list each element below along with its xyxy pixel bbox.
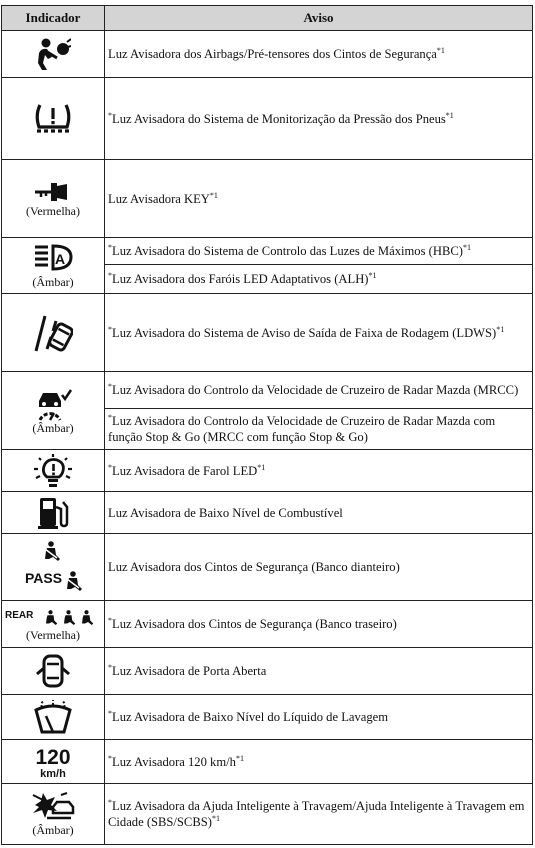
warning-text-cell <box>105 294 533 372</box>
indicator-cell <box>2 78 105 160</box>
asterisk-mark: * <box>108 615 112 625</box>
indicator-cell <box>2 740 105 784</box>
warning-text: Luz Avisadora do Sistema de Controlo das Luzes de Máximos (HBC) <box>112 244 463 258</box>
asterisk-mark: * <box>108 270 112 280</box>
table-row <box>2 695 533 740</box>
indicator-caption: (Vermelha) <box>26 628 80 642</box>
washer-fluid-icon <box>32 700 74 734</box>
indicator-cell <box>2 294 105 372</box>
warning-text-cell <box>105 372 533 409</box>
table-row <box>2 492 533 534</box>
indicator-cell <box>2 238 105 294</box>
pass-label: PASS <box>25 570 63 586</box>
indicator-cell <box>2 534 105 601</box>
table-row <box>2 534 533 601</box>
svg-text:A: A <box>55 250 66 267</box>
warning-text: Luz Avisadora 120 km/h <box>112 754 236 769</box>
indicator-cell <box>2 601 105 648</box>
warning-text-cell <box>105 534 533 601</box>
indicator-cell <box>2 492 105 534</box>
warning-text: Luz Avisadora do Sistema de Aviso de Saída de Faixa de Rodagem (LDWS) <box>112 325 497 340</box>
indicator-cell <box>2 372 105 450</box>
warning-text-cell <box>105 450 533 492</box>
asterisk-mark: * <box>108 324 112 334</box>
warning-text: Luz Avisadora do Controlo da Velocidade de Cruzeiro de Radar Mazda (MRCC) <box>112 383 519 397</box>
table-row <box>2 740 533 784</box>
warning-text: Luz Avisadora dos Cintos de Segurança (Banco traseiro) <box>112 617 397 631</box>
headlight-auto-icon <box>33 243 73 275</box>
warning-text-cell <box>105 648 533 695</box>
header-warning: Aviso <box>105 6 533 31</box>
warning-text-cell <box>105 238 533 265</box>
indicator-caption: (Âmbar) <box>32 274 74 289</box>
warning-text: Luz Avisadora dos Cintos de Segurança (Banco dianteiro) <box>108 560 400 574</box>
seatbelt-front-icon <box>23 541 83 593</box>
warning-text-cell <box>105 265 533 294</box>
asterisk-mark: * <box>108 662 112 672</box>
warning-text-cell <box>105 160 533 238</box>
asterisk-mark: * <box>108 462 112 472</box>
rear-label: REAR <box>5 610 34 621</box>
door-open-icon <box>35 654 71 688</box>
warning-text: Luz Avisadora dos Airbags/Pré-tensores dos Cintos de Segurança <box>108 47 437 61</box>
footnote-mark: *1 <box>209 190 218 200</box>
table-row <box>2 294 533 372</box>
warning-text: Luz Avisadora KEY <box>108 191 210 206</box>
indicator-cell <box>2 695 105 740</box>
asterisk-mark: * <box>108 412 112 422</box>
asterisk-mark: * <box>108 797 112 807</box>
asterisk-mark: * <box>108 242 112 252</box>
indicator-cell <box>2 648 105 695</box>
header-indicator: Indicador <box>2 6 105 31</box>
footnote-mark: *1 <box>368 270 377 280</box>
table-row <box>2 648 533 695</box>
warning-text-cell <box>105 31 533 78</box>
warning-text-cell <box>105 78 533 160</box>
warning-text: Luz Avisadora de Baixo Nível do Líquido de Lavagem <box>112 710 389 724</box>
airbag-icon <box>35 37 71 71</box>
asterisk-mark: * <box>108 110 112 120</box>
warning-text-cell <box>105 740 533 784</box>
warning-text: Luz Avisadora dos Faróis LED Adaptativos (ALH) <box>112 272 369 286</box>
warning-text-cell <box>105 784 533 845</box>
footnote-mark: *1 <box>496 324 505 334</box>
warning-text-cell <box>105 492 533 534</box>
warning-text: Luz Avisadora do Sistema de Monitorização da Pressão dos Pneus <box>112 111 446 126</box>
speed-number: 120 <box>35 745 71 769</box>
indicator-caption: (Vermelha) <box>26 203 80 218</box>
warning-text-cell <box>105 695 533 740</box>
warning-text: Luz Avisadora da Ajuda Inteligente à Travagem/Ajuda Inteligente à Travagem em Cidade (SBS/SCBS) <box>108 799 525 829</box>
indicator-cell <box>2 31 105 78</box>
fuel-icon <box>35 495 71 531</box>
table-row <box>2 31 533 78</box>
footnote-mark: *1 <box>235 753 244 763</box>
footnote-mark: *1 <box>257 462 266 472</box>
led-headlight-icon <box>33 454 73 488</box>
indicator-caption: (Âmbar) <box>32 420 74 435</box>
warning-lights-table <box>1 5 533 845</box>
table-row <box>2 78 533 160</box>
warning-text: Luz Avisadora de Porta Aberta <box>112 664 267 678</box>
warning-text: Luz Avisadora de Baixo Nível de Combustível <box>108 505 343 520</box>
tire-pressure-icon <box>33 101 73 137</box>
footnote-mark: *1 <box>436 45 445 55</box>
speed-120-icon <box>31 744 75 780</box>
indicator-cell <box>2 784 105 845</box>
table-row <box>2 784 533 845</box>
indicator-cell <box>2 450 105 492</box>
key-icon <box>33 180 73 204</box>
footnote-mark: *1 <box>462 242 471 252</box>
asterisk-mark: * <box>108 753 112 763</box>
table-row <box>2 601 533 648</box>
warning-text: Luz Avisadora do Controlo da Velocidade de Cruzeiro de Radar Mazda com função Stop & Go (MRCC com função Stop & Go) <box>108 414 496 444</box>
asterisk-mark: * <box>108 708 112 718</box>
indicator-cell <box>2 160 105 238</box>
lane-departure-icon <box>33 313 73 353</box>
footnote-mark: *1 <box>211 813 220 823</box>
table-header <box>2 6 533 31</box>
table-row <box>2 450 533 492</box>
speed-unit: km/h <box>40 767 66 780</box>
indicator-caption: (Âmbar) <box>32 823 74 837</box>
warning-text: Luz Avisadora de Farol LED <box>112 463 258 478</box>
asterisk-mark: * <box>108 381 112 391</box>
seatbelt-rear-icon <box>3 606 103 628</box>
warning-text-cell <box>105 409 533 450</box>
table-row <box>2 238 533 265</box>
warning-text-cell <box>105 601 533 648</box>
table-row <box>2 160 533 238</box>
footnote-mark: *1 <box>445 110 454 120</box>
table-row <box>2 372 533 409</box>
smart-brake-icon <box>31 791 75 823</box>
radar-cruise-icon <box>33 387 73 421</box>
